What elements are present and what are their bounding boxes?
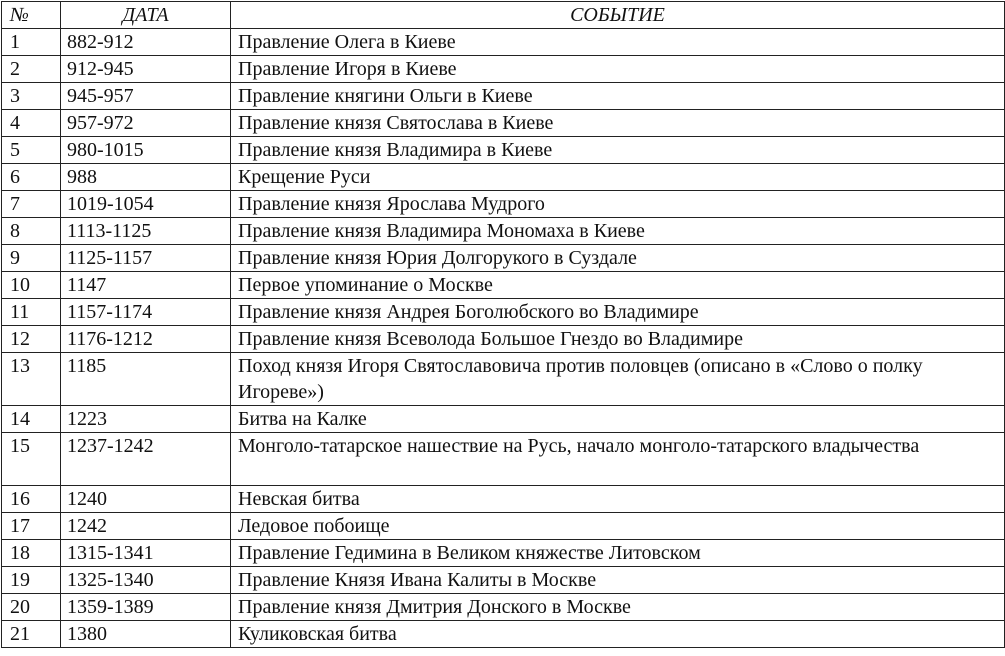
row-date: 1176-1212 (61, 326, 231, 353)
row-num: 14 (2, 406, 61, 433)
row-event: Правление князя Андрея Боголюбского во Владимире (231, 299, 1005, 326)
row-num: 19 (2, 567, 61, 594)
row-event: Ледовое побоище (231, 513, 1005, 540)
row-event: Крещение Руси (231, 164, 1005, 191)
table-row (2, 83, 1005, 110)
row-num: 20 (2, 594, 61, 621)
row-num: 4 (2, 110, 61, 137)
table-row (2, 567, 1005, 594)
row-event: Правление князя Юрия Долгорукого в Суздале (231, 245, 1005, 272)
table-row (2, 486, 1005, 513)
table-row (2, 137, 1005, 164)
table-row (2, 245, 1005, 272)
row-date: 1019-1054 (61, 191, 231, 218)
header-row (2, 2, 1005, 29)
row-event: Правление Князя Ивана Калиты в Москве (231, 567, 1005, 594)
row-event: Правление княгини Ольги в Киеве (231, 83, 1005, 110)
row-date: 1125-1157 (61, 245, 231, 272)
row-date: 912-945 (61, 56, 231, 83)
row-event: Куликовская битва (231, 621, 1005, 648)
row-event: Поход князя Игоря Святославовича против половцев (описано в «Слово о полку Игореве») (231, 353, 1005, 406)
row-event: Правление князя Ярослава Мудрого (231, 191, 1005, 218)
table-row (2, 433, 1005, 486)
row-event: Невская битва (231, 486, 1005, 513)
row-num: 3 (2, 83, 61, 110)
row-num: 5 (2, 137, 61, 164)
row-num: 7 (2, 191, 61, 218)
table-row (2, 164, 1005, 191)
table-row (2, 218, 1005, 245)
table-row (2, 594, 1005, 621)
row-event: Правление князя Святослава в Киеве (231, 110, 1005, 137)
row-num: 1 (2, 29, 61, 56)
row-num: 6 (2, 164, 61, 191)
row-num: 15 (2, 433, 61, 486)
row-num: 2 (2, 56, 61, 83)
header-num: № (2, 2, 61, 29)
table-row (2, 326, 1005, 353)
row-date: 1325-1340 (61, 567, 231, 594)
row-event: Правление Игоря в Киеве (231, 56, 1005, 83)
row-date: 882-912 (61, 29, 231, 56)
row-date: 980-1015 (61, 137, 231, 164)
row-event: Первое упоминание о Москве (231, 272, 1005, 299)
row-date: 1223 (61, 406, 231, 433)
row-date: 1380 (61, 621, 231, 648)
row-event: Монголо-татарское нашествие на Русь, начало монголо-татарского владычества (231, 433, 1005, 486)
table-row (2, 29, 1005, 56)
row-date: 1315-1341 (61, 540, 231, 567)
row-date: 1359-1389 (61, 594, 231, 621)
row-num: 21 (2, 621, 61, 648)
row-date: 1147 (61, 272, 231, 299)
row-event: Правление Гедимина в Великом княжестве Литовском (231, 540, 1005, 567)
header-date: ДАТА (61, 2, 231, 29)
row-num: 12 (2, 326, 61, 353)
table-row (2, 513, 1005, 540)
row-num: 18 (2, 540, 61, 567)
row-event: Правление князя Владимира в Киеве (231, 137, 1005, 164)
row-event: Правление князя Всеволода Большое Гнездо во Владимире (231, 326, 1005, 353)
row-event: Правление князя Дмитрия Донского в Москве (231, 594, 1005, 621)
table-row (2, 353, 1005, 406)
row-date: 957-972 (61, 110, 231, 137)
row-date: 1237-1242 (61, 433, 231, 486)
row-num: 16 (2, 486, 61, 513)
row-date: 1242 (61, 513, 231, 540)
table-row (2, 540, 1005, 567)
table-row (2, 56, 1005, 83)
row-num: 9 (2, 245, 61, 272)
table-row (2, 406, 1005, 433)
row-num: 11 (2, 299, 61, 326)
table-row (2, 110, 1005, 137)
row-date: 945-957 (61, 83, 231, 110)
table-row (2, 299, 1005, 326)
row-date: 1157-1174 (61, 299, 231, 326)
row-event: Битва на Калке (231, 406, 1005, 433)
row-date: 1113-1125 (61, 218, 231, 245)
row-date: 1240 (61, 486, 231, 513)
table-row (2, 191, 1005, 218)
row-event: Правление князя Владимира Мономаха в Киеве (231, 218, 1005, 245)
events-table (1, 1, 1005, 648)
row-date: 988 (61, 164, 231, 191)
row-event: Правление Олега в Киеве (231, 29, 1005, 56)
row-num: 8 (2, 218, 61, 245)
table-row (2, 621, 1005, 648)
row-num: 13 (2, 353, 61, 406)
row-num: 17 (2, 513, 61, 540)
row-num: 10 (2, 272, 61, 299)
table-row (2, 272, 1005, 299)
row-date: 1185 (61, 353, 231, 406)
header-event: СОБЫТИЕ (231, 2, 1005, 29)
